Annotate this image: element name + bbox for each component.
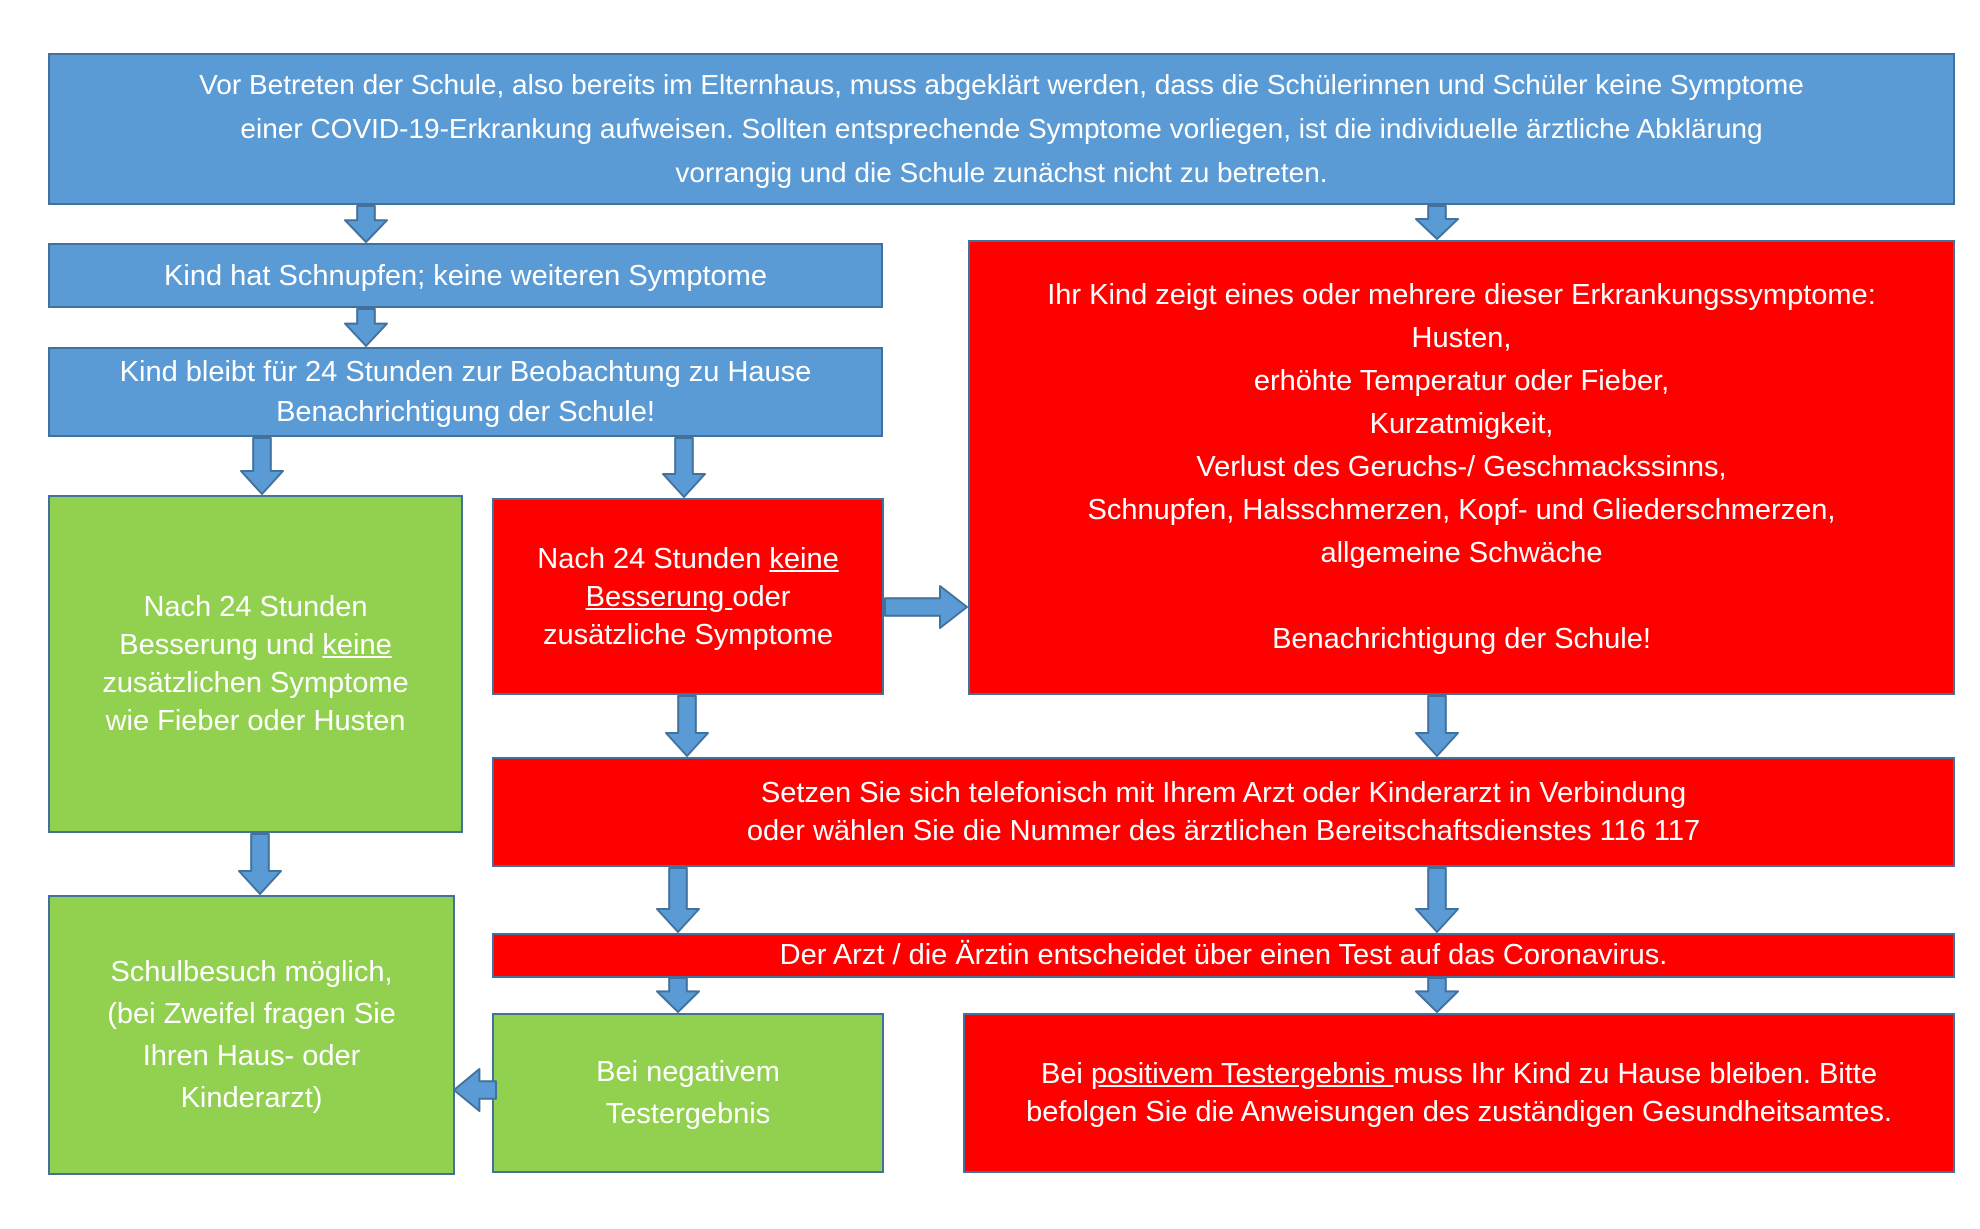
arrow-symptome-to-arzt-kontakt xyxy=(1415,695,1459,757)
arrow-banner-to-symptome xyxy=(1415,205,1459,240)
schulbesuch-line-2: (bei Zweifel fragen Sie xyxy=(107,998,396,1030)
arrow-beobachtung-to-keine-besserung xyxy=(662,437,706,498)
beobachtung-line-1: Kind bleibt für 24 Stunden zur Beobachtung zu Hause xyxy=(119,356,812,388)
banner-box-pre-school-check xyxy=(48,53,1955,205)
arrow-banner-to-schnupfen xyxy=(344,205,388,243)
arrow-besserung-to-schulbesuch xyxy=(238,833,282,895)
symptom-schwaeche: allgemeine Schwäche xyxy=(1320,537,1603,569)
arrow-test-to-positiv xyxy=(1415,977,1459,1013)
box-test-entscheidung xyxy=(492,933,1955,978)
arrow-test-to-negativ xyxy=(656,977,700,1013)
besserung-line-1: Nach 24 Stunden xyxy=(143,591,368,623)
symptom-kurzatmigkeit: Kurzatmigkeit, xyxy=(1369,408,1554,440)
arrow-keine-besserung-to-arzt-kontakt xyxy=(665,695,709,757)
besserung-line-4: wie Fieber oder Husten xyxy=(105,705,406,737)
arzt-kontakt-line-2: oder wählen Sie die Nummer des ärztlichen Bereitschaftsdienstes 116 117 xyxy=(746,815,1701,847)
arrow-beobachtung-to-besserung xyxy=(240,437,284,495)
beobachtung-line-2: Benachrichtigung der Schule! xyxy=(276,396,655,428)
arrow-arzt-kontakt-to-test-right xyxy=(1415,867,1459,933)
besserung-line-3: zusätzlichen Symptome xyxy=(102,667,409,699)
arrow-schnupfen-to-beobachtung xyxy=(344,308,388,347)
symptome-header: Ihr Kind zeigt eines oder mehrere dieser Erkrankungssymptome: xyxy=(1047,279,1876,311)
arrow-keine-besserung-to-symptome xyxy=(884,585,968,629)
positiv-line-2: befolgen Sie die Anweisungen des zuständigen Gesundheitsamtes. xyxy=(1026,1096,1892,1128)
banner-line-2: einer COVID-19-Erkrankung aufweisen. Sollten entsprechende Symptome vorliegen, ist die individuelle ärztliche Abklärung xyxy=(240,113,1763,144)
box-negatives-testergebnis xyxy=(492,1013,884,1173)
symptom-schnupfen: Schnupfen, Halsschmerzen, Kopf- und Gliederschmerzen, xyxy=(1087,494,1836,526)
negativ-line-1: Bei negativem xyxy=(596,1056,780,1088)
besserung-line-2: Besserung und keine xyxy=(119,629,392,661)
banner-line-3: vorrangig und die Schule zunächst nicht zu betreten. xyxy=(675,157,1328,188)
schulbesuch-line-1: Schulbesuch möglich, xyxy=(110,956,393,988)
symptom-husten: Husten, xyxy=(1411,322,1512,354)
keine-besserung-line-3: zusätzliche Symptome xyxy=(542,618,834,651)
positiv-line-1: Bei positivem Testergebnis muss Ihr Kind zu Hause bleiben. Bitte xyxy=(1040,1058,1878,1090)
box-keine-besserung xyxy=(492,498,884,695)
test-entscheidung-text: Der Arzt / die Ärztin entscheidet über einen Test auf das Coronavirus. xyxy=(779,939,1668,971)
keine-besserung-line-1: Nach 24 Stunden keine xyxy=(537,542,839,575)
schnupfen-text: Kind hat Schnupfen; keine weiteren Symptome xyxy=(164,259,767,292)
banner-line-1: Vor Betreten der Schule, also bereits im Elternhaus, muss abgeklärt werden, dass die Schülerinnen und Schüler keine Symptome xyxy=(199,69,1804,100)
arzt-kontakt-line-1: Setzen Sie sich telefonisch mit Ihrem Arzt oder Kinderarzt in Verbindung xyxy=(760,777,1687,809)
schulbesuch-line-4: Kinderarzt) xyxy=(180,1082,323,1114)
schulbesuch-line-3: Ihren Haus- oder xyxy=(142,1040,361,1072)
box-arzt-kontakt xyxy=(492,757,1955,867)
box-schulbesuch xyxy=(48,895,455,1175)
negativ-line-2: Testergebnis xyxy=(605,1098,771,1130)
box-positives-testergebnis xyxy=(963,1013,1955,1173)
symptome-benachrichtigung: Benachrichtigung der Schule! xyxy=(1272,623,1651,655)
arrow-arzt-kontakt-to-test-left xyxy=(656,867,700,933)
box-schnupfen xyxy=(48,243,883,308)
arrow-negativ-to-schulbesuch xyxy=(453,1068,497,1112)
box-erkrankungssymptome xyxy=(968,240,1955,695)
box-beobachtung xyxy=(48,347,883,437)
symptome-spacer xyxy=(970,575,1953,618)
symptom-fieber: erhöhte Temperatur oder Fieber, xyxy=(1253,365,1670,397)
symptom-geruch: Verlust des Geruchs-/ Geschmackssinns, xyxy=(1196,451,1727,483)
box-besserung-keine-symptome xyxy=(48,495,463,833)
keine-besserung-line-2: Besserung oder xyxy=(585,580,791,613)
